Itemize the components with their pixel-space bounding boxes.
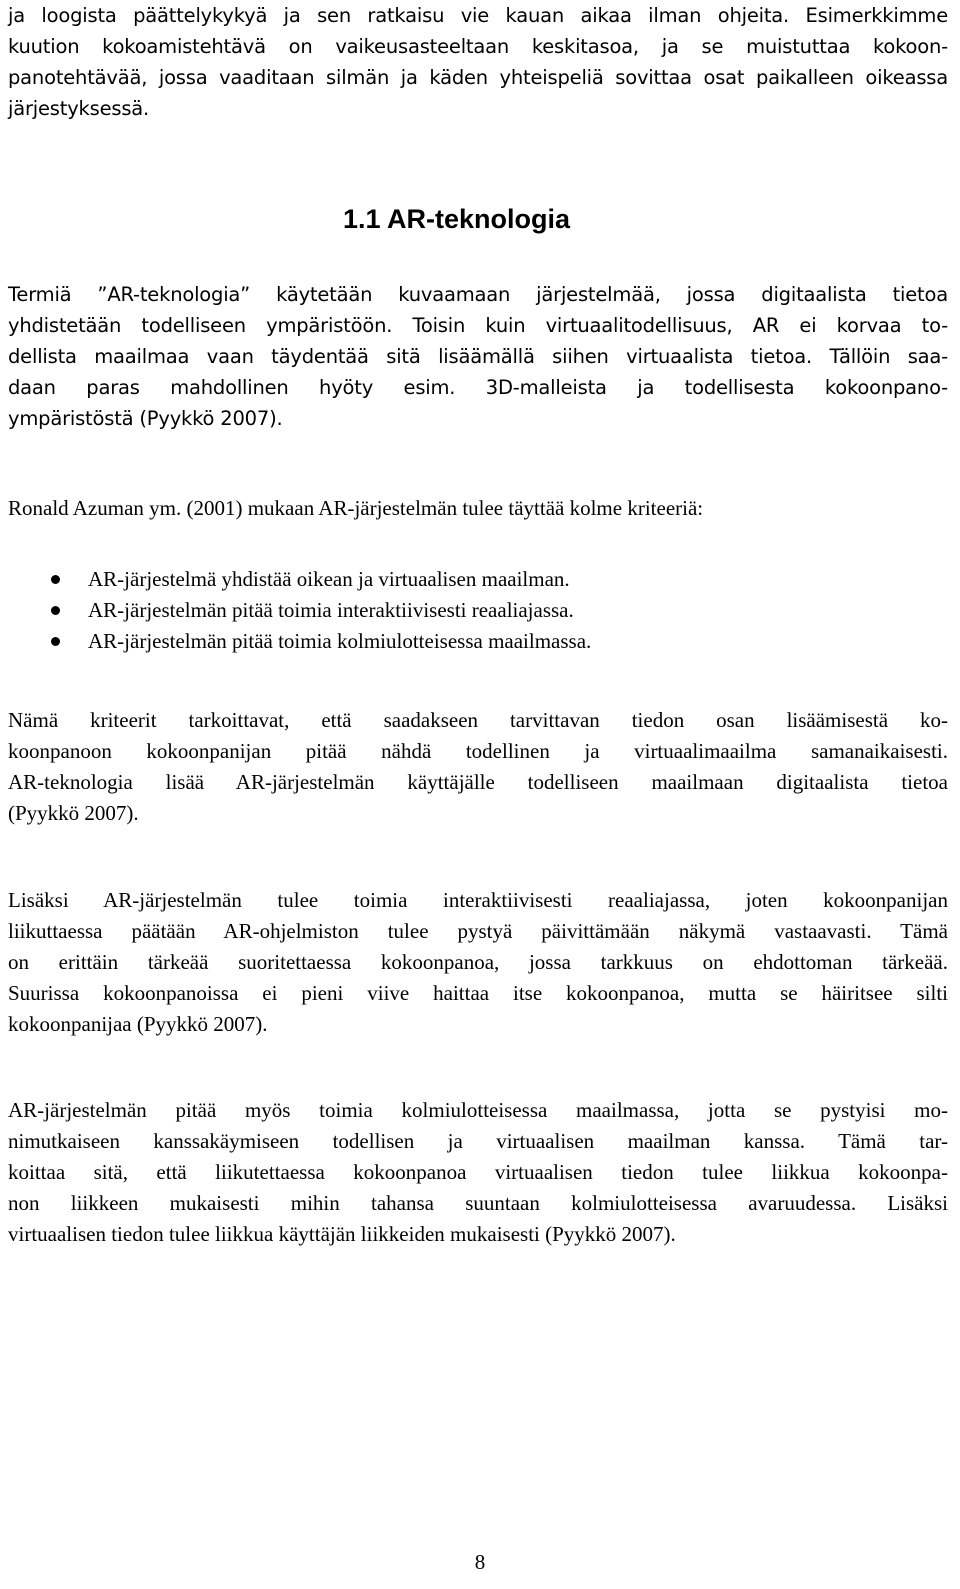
- list-item: [8, 595, 948, 626]
- realtime-line: kokoonpanijaa (Pyykkö 2007).: [8, 1012, 268, 1036]
- criteria-text: AR-järjestelmän pitää toimia kolmiulotteisessa maailmassa.: [88, 629, 592, 653]
- definition-line: ympäristöstä (Pyykkö 2007).: [8, 407, 283, 430]
- threed-line: koittaa sitä, että liikutettaessa kokoonpanoa virtuaalisen tiedon tulee liikkua kokoonpa-: [8, 1160, 948, 1184]
- criteria-text: AR-järjestelmä yhdistää oikean ja virtuaalisen maailman.: [88, 567, 570, 591]
- bullet-icon: [51, 606, 60, 615]
- definition-line: Termiä ”AR-teknologia” käytetään kuvaamaan järjestelmää, jossa digitaalista tietoa: [8, 283, 948, 306]
- meaning-line: Nämä kriteerit tarkoittavat, että saadakseen tarvittavan tiedon osan lisäämisestä ko-: [8, 708, 948, 732]
- threed-line: virtuaalisen tiedon tulee liikkua käyttäjän liikkeiden mukaisesti (Pyykkö 2007).: [8, 1222, 676, 1246]
- list-item: [8, 626, 948, 657]
- intro-line: panotehtävää, jossa vaaditaan silmän ja käden yhteispeliä sovittaa osat paikalleen oikeassa: [8, 66, 948, 89]
- bullet-icon: [51, 575, 60, 584]
- realtime-line: on erittäin tärkeää suoritettaessa kokoonpanoa, jossa tarkkuus on ehdottoman tärkeää.: [8, 950, 948, 974]
- definition-paragraph: [8, 279, 948, 434]
- meaning-paragraph: [8, 705, 948, 829]
- realtime-paragraph: [8, 885, 948, 1040]
- intro-line: ja loogista päättelykykyä ja sen ratkaisu vie kauan aikaa ilman ohjeita. Esimerkkimme: [8, 4, 948, 27]
- criteria-list: [8, 564, 948, 657]
- definition-line: yhdistetään todelliseen ympäristöön. Toisin kuin virtuaalitodellisuus, AR ei korvaa to-: [8, 314, 948, 337]
- intro-line: kuution kokoamistehtävä on vaikeusasteeltaan keskitasoa, ja se muistuttaa kokoon-: [8, 35, 948, 58]
- bullet-icon: [51, 637, 60, 646]
- meaning-line: koonpanoon kokoonpanijan pitää nähdä todellinen ja virtuaalimaailma samanaikaisesti.: [8, 739, 948, 763]
- page-number: 8: [474, 1550, 486, 1574]
- threed-line: AR-järjestelmän pitää myös toimia kolmiulotteisessa maailmassa, jotta se pystyisi mo-: [8, 1098, 948, 1122]
- threed-line: non liikkeen mukaisesti mihin tahansa suuntaan kolmiulotteisessa avaruudessa. Lisäksi: [8, 1191, 948, 1215]
- threed-line: nimutkaiseen kanssakäymiseen todellisen ja virtuaalisen maailman kanssa. Tämä tar-: [8, 1129, 948, 1153]
- definition-line: dellista maailmaa vaan täydentää sitä lisäämällä siihen virtuaalista tietoa. Tällöin saa-: [8, 345, 948, 368]
- definition-line: daan paras mahdollinen hyöty esim. 3D-malleista ja todellisesta kokoonpano-: [8, 376, 948, 399]
- section-heading: 1.1 AR-teknologia: [343, 204, 571, 234]
- realtime-line: Suurissa kokoonpanoissa ei pieni viive haittaa itse kokoonpanoa, mutta se häiritsee silti: [8, 981, 948, 1005]
- list-item: [8, 564, 948, 595]
- meaning-line: AR-teknologia lisää AR-järjestelmän käyttäjälle todelliseen maailmaan digitaalista tietoa: [8, 770, 948, 794]
- azuma-paragraph: [8, 493, 948, 524]
- criteria-text: AR-järjestelmän pitää toimia interaktiivisesti reaaliajassa.: [88, 598, 574, 622]
- intro-line: järjestyksessä.: [8, 97, 150, 120]
- azuma-line: Ronald Azuman ym. (2001) mukaan AR-järjestelmän tulee täyttää kolme kriteeriä:: [8, 496, 704, 520]
- intro-paragraph: [8, 0, 948, 124]
- realtime-line: Lisäksi AR-järjestelmän tulee toimia interaktiivisesti reaaliajassa, joten kokoonpanijan: [8, 888, 948, 912]
- threed-paragraph: [8, 1095, 948, 1250]
- realtime-line: liikuttaessa päätään AR-ohjelmiston tulee pystyä päivittämään näkymä vastaavasti. Tämä: [8, 919, 948, 943]
- meaning-line: (Pyykkö 2007).: [8, 801, 139, 825]
